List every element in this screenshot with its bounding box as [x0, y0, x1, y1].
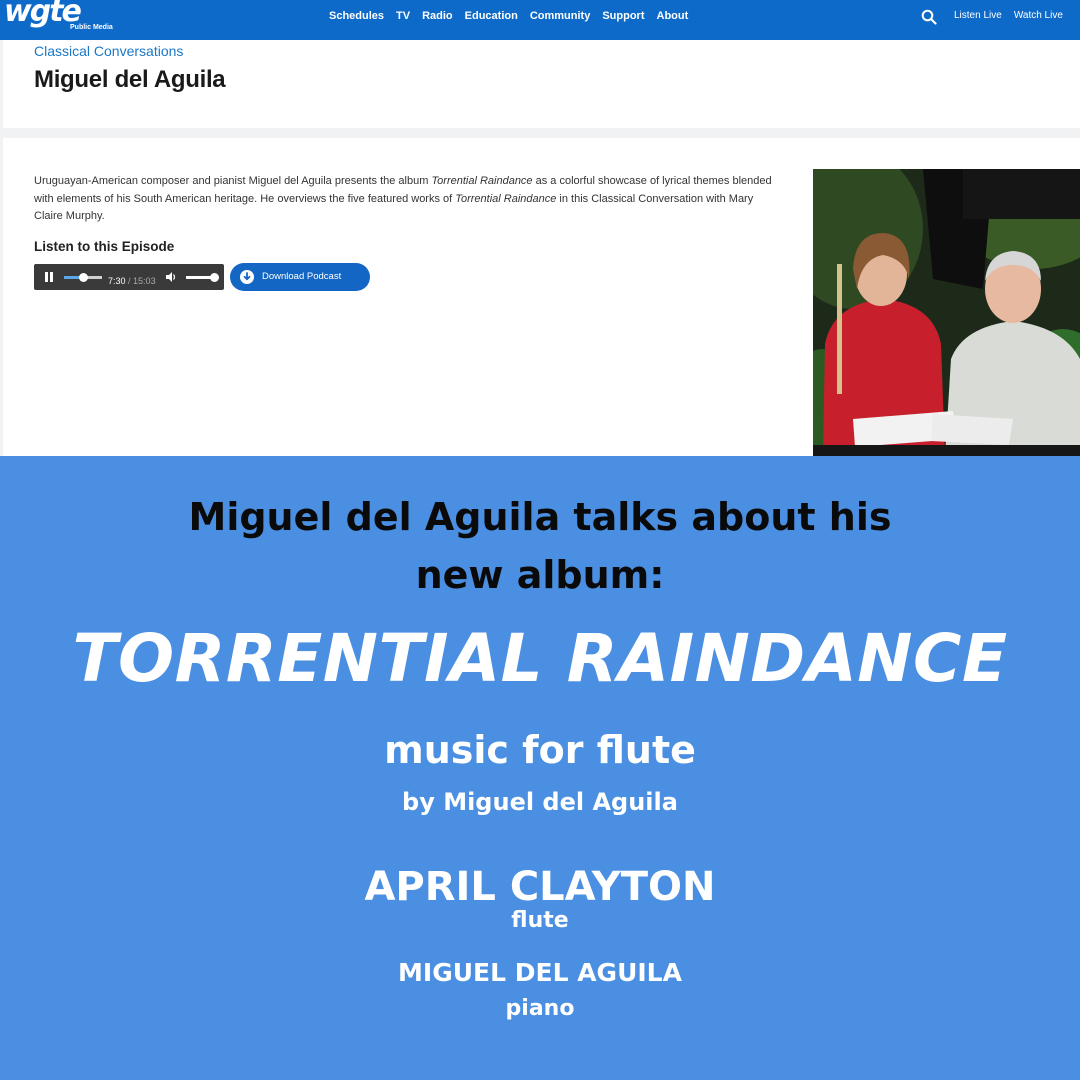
episode-description — [34, 173, 774, 226]
breadcrumb[interactable]: Classical Conversations — [34, 43, 184, 59]
logo-subtext: Public Media — [70, 24, 113, 31]
album-subtitle: music for flute — [384, 728, 696, 772]
nav-link-community[interactable]: Community — [529, 10, 591, 22]
description-text: in this Classical Conversation with Mary Claire Murphy. — [34, 192, 754, 222]
logo-wordmark: wgte — [4, 0, 80, 29]
performer-name-piano: MIGUEL DEL AGUILA — [398, 958, 682, 987]
promo-headline — [0, 488, 1080, 604]
album-promo-banner — [0, 456, 1080, 1080]
nav-link-education[interactable]: Education — [464, 10, 518, 22]
pause-icon[interactable] — [45, 272, 53, 282]
current-time: 7:30 — [108, 276, 126, 286]
nav-link-about[interactable]: About — [656, 10, 689, 22]
nav-link-radio[interactable]: Radio — [422, 10, 453, 22]
performer-instrument-flute: flute — [511, 908, 569, 933]
volume-thumb[interactable] — [210, 273, 219, 282]
total-time: 15:03 — [133, 276, 156, 286]
watch-live-link[interactable]: Watch Live — [1013, 10, 1063, 21]
description-text: Uruguayan-American composer and pianist Miguel del Aguila presents the album — [34, 175, 432, 187]
wgte-logo[interactable] — [4, 0, 114, 38]
nav-link-tv[interactable]: TV — [396, 10, 411, 22]
artists-photo — [813, 169, 1080, 456]
time-separator: / — [125, 276, 134, 286]
download-label: Download Podcast — [262, 271, 342, 282]
search-icon[interactable] — [921, 9, 937, 25]
progress-thumb[interactable] — [79, 273, 88, 282]
progress-slider[interactable] — [64, 276, 102, 279]
album-name: Torrential Raindance — [431, 175, 533, 187]
live-links — [954, 10, 1063, 21]
performer-name-flute: APRIL CLAYTON — [364, 864, 716, 910]
volume-slider[interactable] — [186, 276, 214, 279]
top-navigation-bar — [0, 0, 1080, 40]
page-header — [3, 40, 1080, 128]
nav-link-schedules[interactable]: Schedules — [329, 10, 385, 22]
album-title: TORRENTIAL RAINDANCE — [72, 620, 1008, 697]
description-text: as a colorful showcase of lyrical themes blended with elements of his South American heritage. He overviews the five featured works of — [34, 175, 772, 205]
volume-icon[interactable] — [166, 272, 177, 282]
audio-player — [34, 264, 224, 290]
album-name: Torrential Raindance — [455, 192, 557, 205]
performer-instrument-piano: piano — [505, 996, 575, 1021]
listen-heading: Listen to this Episode — [34, 239, 175, 254]
page-title: Miguel del Aguila — [34, 66, 226, 93]
main-menu — [329, 10, 688, 22]
download-icon — [240, 270, 254, 284]
episode-card — [3, 138, 1080, 456]
time-display — [108, 271, 156, 289]
download-podcast-button[interactable] — [230, 263, 370, 291]
headline-line-2: new album: — [415, 553, 665, 597]
listen-live-link[interactable]: Listen Live — [954, 10, 1002, 21]
composer-byline: by Miguel del Aguila — [402, 788, 678, 816]
headline-line-1: Miguel del Aguila talks about his — [188, 495, 892, 539]
nav-link-support[interactable]: Support — [602, 10, 645, 22]
